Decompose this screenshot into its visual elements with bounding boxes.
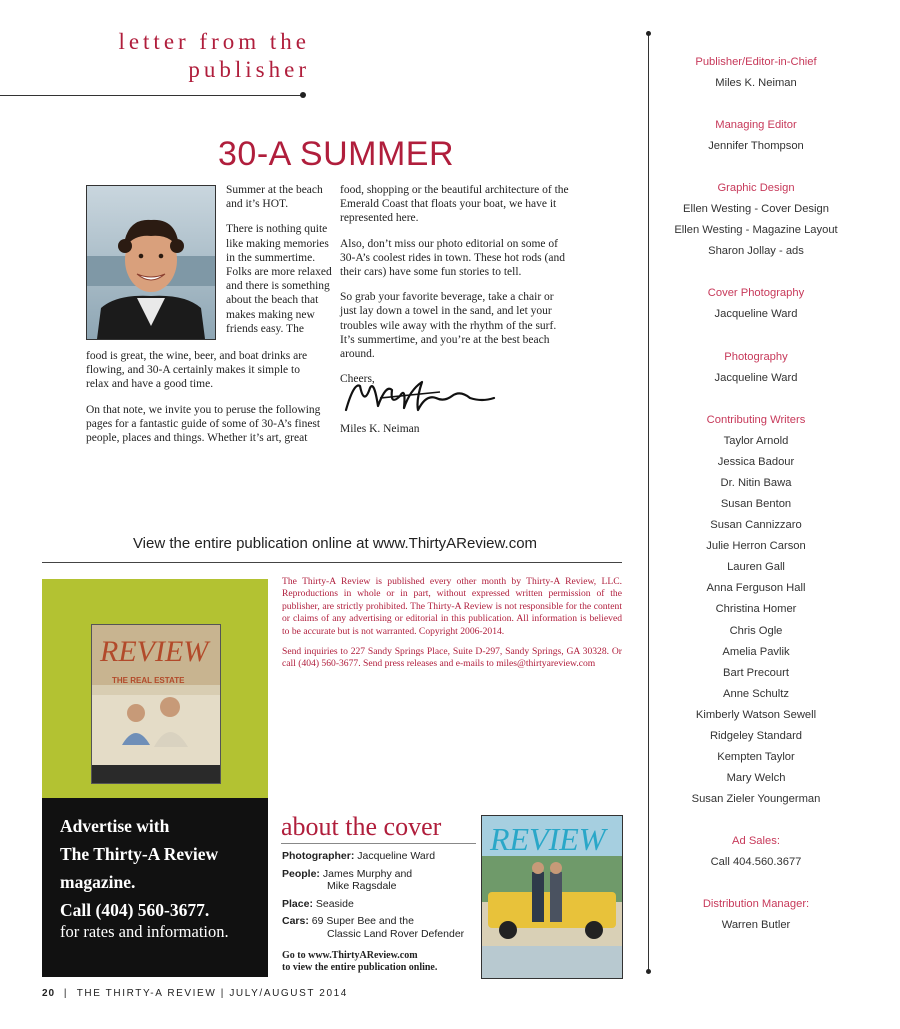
masthead-section (660, 115, 852, 157)
ad-line: magazine. (60, 872, 136, 892)
about-cover-details (282, 850, 477, 945)
masthead-name: Anna Ferguson Hall (706, 582, 806, 595)
masthead-name: Jennifer Thompson (708, 140, 804, 153)
masthead-heading: Photography (724, 350, 788, 363)
masthead-name: Jacqueline Ward (714, 371, 798, 384)
contact-paragraph: Send inquiries to 227 Sandy Springs Place, Suite D-297, Sandy Springs, GA 30328. Or call (404) 560-3677. Send press releases and e-mails to miles@thirtyareview.com (282, 646, 622, 670)
svg-text:THE REAL ESTATE: THE REAL ESTATE (112, 676, 185, 685)
article-paragraph: Summer at the beach and it’s HOT. (226, 184, 323, 211)
cars-value-cont: Classic Land Rover Defender (327, 927, 465, 940)
article-title: 30-A SUMMER (218, 135, 454, 173)
header-divider (0, 95, 302, 96)
masthead-name: Kimberly Watson Sewell (695, 708, 817, 721)
page-footer (42, 988, 348, 999)
masthead-heading: Cover Photography (707, 287, 805, 300)
section-header-line1: letter from the (118, 29, 310, 54)
footer-text: THE THIRTY-A REVIEW | JULY/AUGUST 2014 (76, 988, 348, 999)
ad-phone: Call (404) 560-3677. (60, 900, 210, 920)
svg-text:REVIEW: REVIEW (100, 635, 209, 668)
masthead-heading: Contributing Writers (706, 413, 806, 426)
article-column-2 (340, 183, 572, 397)
masthead-name: Julie Herron Carson (706, 540, 806, 553)
place-value: Seaside (315, 897, 354, 910)
online-divider (42, 562, 622, 563)
masthead-name: Susan Zieler Youngerman (691, 793, 821, 806)
handwritten-signature (340, 376, 500, 416)
masthead-name: Jessica Badour (717, 455, 795, 468)
svg-text:REVIEW: REVIEW (490, 821, 606, 857)
page-number: 20 (42, 988, 56, 999)
masthead-name: Amelia Pavlik (722, 645, 790, 658)
header-divider-dot (300, 92, 306, 98)
masthead-section (660, 52, 852, 94)
article-paragraph: Also, don’t miss our photo editorial on some of 30-A’s coolest rides in town. These hot rods (and their cars) have some fun stories to tell. (340, 237, 565, 279)
article-paragraph: On that note, we invite you to peruse the following pages for a fantastic guide of some of 30-A’s finest people, places and things. Whether it’s art, great (86, 403, 321, 445)
masthead-divider (648, 34, 649, 972)
about-cover-title: about the cover (281, 812, 442, 841)
masthead-name: Kempten Taylor (717, 751, 795, 764)
people-row (282, 868, 477, 893)
photographer-label: Photographer: (282, 850, 355, 862)
masthead (660, 52, 852, 958)
publisher-photo (86, 185, 216, 340)
article-paragraph: food is great, the wine, beer, and boat drinks are flowing, and 30-A certainly makes it simple to relax and have a good time. (86, 350, 308, 391)
article-column-1-intro (226, 183, 334, 347)
masthead-name: Jacqueline Ward (714, 308, 798, 321)
masthead-heading: Ad Sales: (732, 835, 780, 848)
about-cover-divider (281, 843, 476, 844)
masthead-name: Ridgeley Standard (709, 729, 803, 742)
masthead-divider-dot (646, 969, 651, 974)
ad-panel-black (42, 798, 268, 977)
online-promo: View the entire publication online at www.ThirtyAReview.com (132, 535, 538, 552)
masthead-section (660, 410, 852, 811)
article-sign-off: Cheers, (340, 373, 375, 386)
masthead-name: Bart Precourt (723, 666, 789, 679)
masthead-name: Miles K. Neiman (715, 77, 797, 89)
masthead-heading: Graphic Design (717, 182, 795, 195)
masthead-name: Warren Butler (721, 919, 791, 932)
people-value: James Murphy and (322, 867, 413, 880)
masthead-name: Call 404.560.3677 (710, 856, 802, 869)
footer-separator: | (59, 988, 73, 999)
about-cover-goto (282, 950, 482, 974)
masthead-name: Taylor Arnold (723, 434, 789, 447)
masthead-heading: Distribution Manager: (702, 898, 810, 911)
ad-tagline: for rates and information. (60, 922, 229, 941)
people-label: People: (282, 867, 320, 880)
section-header (60, 28, 310, 84)
cars-row (282, 915, 477, 940)
masthead-name: Ellen Westing - Cover Design (683, 203, 829, 216)
disclaimer-paragraph: The Thirty-A Review is published every other month by Thirty-A Review, LLC. Reproductions in whole or in part, without expressed written permission of the publisher, are strictly prohibited. The Thirty-A Review is not responsible for the content or claims of any advertising or editorial in this publication. All information is believed to be accurate but is not warranted. Copyright 2006-2014. (282, 576, 622, 637)
masthead-name: Christina Homer (715, 603, 797, 616)
cars-value: 69 Super Bee and the (311, 915, 414, 927)
masthead-name: Dr. Nitin Bawa (720, 476, 792, 489)
ad-line: The Thirty-A Review (60, 844, 219, 864)
masthead-section (660, 831, 852, 873)
article-paragraph: There is nothing quite like making memories in the summertime. Folks are more relaxed and there is something about the beach that makes making new friends easy. The (226, 223, 332, 335)
masthead-section (660, 283, 852, 325)
section-header-line2: publisher (188, 57, 310, 82)
masthead-name: Chris Ogle (729, 624, 783, 637)
masthead-divider-dot (646, 31, 651, 36)
cover-thumbnail (481, 815, 623, 979)
ad-line: Advertise with (60, 816, 170, 836)
article-paragraph: food, shopping or the beautiful architecture of the Emerald Coast that floats your boat, we have it represented here. (340, 184, 569, 225)
goto-line: Go to www.ThirtyAReview.com (282, 950, 418, 961)
masthead-section (660, 894, 852, 936)
photographer-row (282, 850, 477, 863)
people-value-cont: Mike Ragsdale (327, 880, 397, 892)
masthead-name: Mary Welch (726, 772, 786, 785)
article-column-1 (86, 349, 324, 456)
ad-magazine-cover (91, 624, 221, 784)
masthead-section (660, 347, 852, 389)
photographer-value: Jacqueline Ward (357, 850, 436, 862)
cars-label: Cars: (282, 915, 309, 927)
masthead-name: Susan Benton (720, 497, 792, 510)
masthead-name: Ellen Westing - Magazine Layout (674, 224, 838, 237)
masthead-name: Lauren Gall (727, 561, 785, 574)
masthead-heading: Publisher/Editor-in-Chief (695, 56, 817, 68)
masthead-name: Anne Schultz (723, 687, 789, 700)
masthead-heading: Managing Editor (715, 119, 797, 132)
publication-disclaimer (282, 576, 622, 679)
article-paragraph: So grab your favorite beverage, take a chair or just lay down a towel in the sand, and let your troubles wile away with the rhythm of the surf. It’s summertime, and you’re at the best beach around. (340, 291, 557, 361)
place-row (282, 898, 477, 911)
ad-headline (60, 812, 265, 924)
signature-name: Miles K. Neiman (340, 423, 420, 435)
masthead-section (660, 178, 852, 262)
masthead-name: Susan Cannizzaro (710, 519, 802, 532)
goto-line: to view the entire publication online. (282, 962, 438, 973)
masthead-name: Sharon Jollay - ads (708, 245, 804, 258)
place-label: Place: (282, 897, 313, 910)
